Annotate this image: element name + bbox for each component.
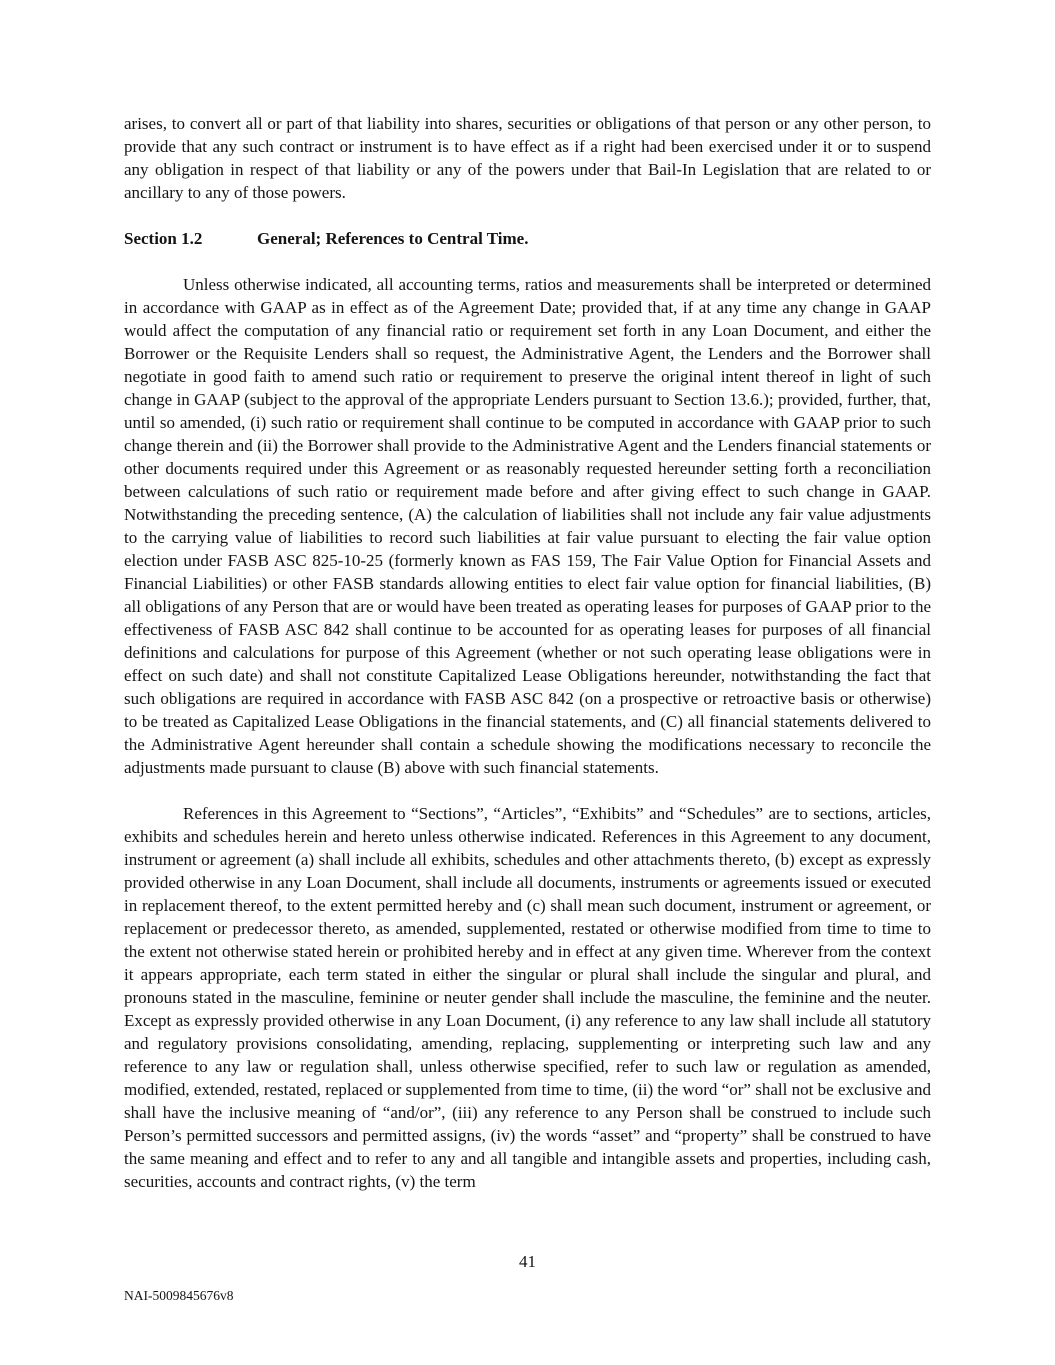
paragraph-gaap-accounting: Unless otherwise indicated, all accounting terms, ratios and measurements shall be interpreted or determined in accordance with GAAP as in effect as of the Agreement Date; provided that, if at any time any change in GAAP would affect the computation of any financial ratio or requirement set forth in any Loan Document, and either the Borrower or the Requisite Lenders shall so request, the Administrative Agent, the Lenders and the Borrower shall negotiate in good faith to amend such ratio or requirement to preserve the original intent thereof in light of such change in GAAP (subject to the approval of the appropriate Lenders pursuant to Section 13.6.); provided, further, that, until so amended, (i) such ratio or requirement shall continue to be computed in accordance with GAAP prior to such change therein and (ii) the Borrower shall provide to the Administrative Agent and the Lenders financial statements or other documents required under this Agreement or as reasonably requested hereunder setting forth a reconciliation between calculations of such ratio or requirement made before and after giving effect to such change in GAAP. Notwithstanding the preceding sentence, (A) the calculation of liabilities shall not include any fair value adjustments to the carrying value of liabilities to record such liabilities at fair value pursuant to electing the fair value option election under FASB ASC 825-10-25 (formerly known as FAS 159, The Fair Value Option for Financial Assets and Financial Liabilities) or other FASB standards allowing entities to elect fair value option for financial liabilities, (B) all obligations of any Person that are or would have been treated as operating leases for purposes of GAAP prior to the effectiveness of FASB ASC 842 shall continue to be accounted for as operating leases for purposes of all financial definitions and calculations for purpose of this Agreement (whether or not such operating lease obligations were in effect on such date) and shall not constitute Capitalized Lease Obligations hereunder, notwithstanding the fact that such obligations are required in accordance with FASB ASC 842 (on a prospective or retroactive basis or otherwise) to be treated as Capitalized Lease Obligations in the financial statements, and (C) all financial statements delivered to the Administrative Agent hereunder shall contain a schedule showing the modifications necessary to reconcile the adjustments made pursuant to clause (B) above with such financial statements. [124, 275, 931, 777]
section-number: Section 1.2 [124, 229, 203, 248]
paragraph-bail-in-continuation: arises, to convert all or part of that liability into shares, securities or obligations of that person or any other person, to provide that any such contract or instrument is to have effect as if a right had been exercised under it or to suspend any obligation in respect of that liability or any of the powers under that Bail-In Legislation that are related to or ancillary to any of those powers. [124, 114, 931, 202]
paragraph-references-interpretation: References in this Agreement to “Sections”, “Articles”, “Exhibits” and “Schedules” are to sections, articles, exhibits and schedules herein and hereto unless otherwise indicated. References in this Agreement to any document, instrument or agreement (a) shall include all exhibits, schedules and other attachments thereto, (b) except as expressly provided otherwise in any Loan Document, shall include all documents, instruments or agreements issued or executed in replacement thereof, to the extent permitted hereby and (c) shall mean such document, instrument or agreement, or replacement or predecessor thereto, as amended, supplemented, restated or otherwise modified from time to time to the extent not otherwise stated herein or prohibited hereby and in effect at any given time. Wherever from the context it appears appropriate, each term stated in either the singular or plural shall include the singular and plural, and pronouns stated in the masculine, feminine or neuter gender shall include the masculine, the feminine and the neuter. Except as expressly provided otherwise in any Loan Document, (i) any reference to any law shall include all statutory and regulatory provisions consolidating, amending, replacing, supplementing or interpreting such law and any reference to any law or regulation shall, unless otherwise specified, refer to such law or regulation as amended, modified, extended, restated, replaced or supplemented from time to time, (ii) the word “or” shall not be exclusive and shall have the inclusive meaning of “and/or”, (iii) any reference to any Person shall be construed to include such Person’s permitted successors and permitted assigns, (iv) the words “asset” and “property” shall be construed to have the same meaning and effect and to refer to any and all tangible and intangible assets and properties, including cash, securities, accounts and contract rights, (v) the term [124, 804, 931, 1191]
section-heading [124, 227, 931, 250]
document-body [124, 112, 931, 1216]
document-id: NAI-5009845676v8 [124, 1288, 234, 1303]
section-title: General; References to Central Time. [257, 229, 529, 248]
page-number: 41 [519, 1252, 536, 1271]
